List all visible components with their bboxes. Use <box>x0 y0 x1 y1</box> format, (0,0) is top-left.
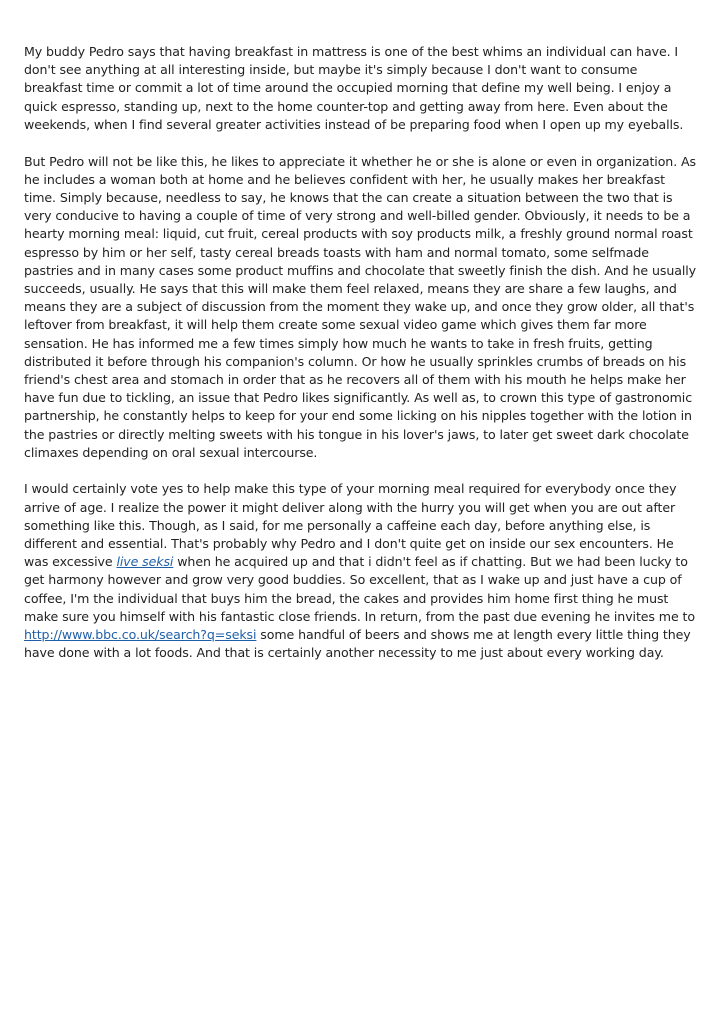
paragraph-3-text-1: I would certainly vote yes to help make this type of your morning meal required for everybody once they arrive of age. I realize the power it might deliver along with the hurry you will get when you are out after something like this. Though, as I said, for me personally a caffeine each day, before anything else, is different and essential. That's probably why Pedro and I don't quite get on inside our sex encounters. He was excessive <box>24 481 677 570</box>
paragraph-1: My buddy Pedro says that having breakfast in mattress is one of the best whims an individual can have. I don't see anything at all interesting inside, but maybe it's simply because I don't want to consume breakfast time or commit a lot of time around the occupied morning that define my well being. I enjoy a quick espresso, standing up, next to the home counter-top and getting away from here. Even about the weekends, when I find several greater activities instead of be preparing food when I open up my eyeballs. <box>24 44 684 132</box>
paragraph-2: But Pedro will not be like this, he likes to appreciate it whether he or she is alone or even in organization. As he includes a woman both at home and he believes confident with her, he usually makes her breakfast time. Simply because, needless to say, he knows that the can create a situation between the two that is very conducive to having a couple of time of very strong and well-billed gender. Obviously, it needs to be a hearty morning meal: liquid, cut fruit, cereal products with soy products milk, a freshly ground normal roast espresso by him or her self, tasty cereal breads toasts with ham and normal tomato, some selfmade pastries and in many cases some product muffins and chocolate that sweetly finish the dish. And he usually succeeds, usually. He says that this will make them feel relaxed, means they are share a few laughs, and means they are a subject of discussion from the moment they wake up, and once they grow older, all that's leftover from breakfast, it will help them create some sexual video game which gives them far more sensation. He has informed me a few times simply how much he wants to take in fresh fruits, getting distributed it before through his companion's column. Or how he usually sprinkles crumbs of breads on his friend's chest area and stomach in order that as he recovers all of them with his mouth he helps make her have fun due to tickling, an issue that Pedro likes significantly. As well as, to crown this type of gastronomic partnership, he constantly helps to keep for your end some licking on his nipples together with the lotion in the pastries or directly melting sweets with his tongue in his lover's jaws, to later get sweet dark chocolate climaxes depending on oral sexual intercourse. <box>24 153 696 460</box>
live-seksi-link[interactable]: live seksi <box>116 554 174 570</box>
document-body <box>24 43 696 681</box>
bbc-search-link[interactable]: http://www.bbc.co.uk/search?q=seksi <box>24 627 257 643</box>
paragraph-3-text-2: when he acquired up and that i didn't feel as if chatting. But we had been lucky to get harmony however and grow very good buddies. So excellent, that as I wake up and just have a cup of coffee, I'm the individual that buys him the bread, the cakes and provides him home first thing he must make sure you himself with his fantastic close friends. In return, from the past due evening he invites me to <box>24 554 695 624</box>
paragraph-3 <box>24 480 696 662</box>
paragraph-3-text-3: some handful of beers and shows me at length every little thing they have done with a lot foods. And that is certainly another necessity to me just about every working day. <box>24 627 691 661</box>
